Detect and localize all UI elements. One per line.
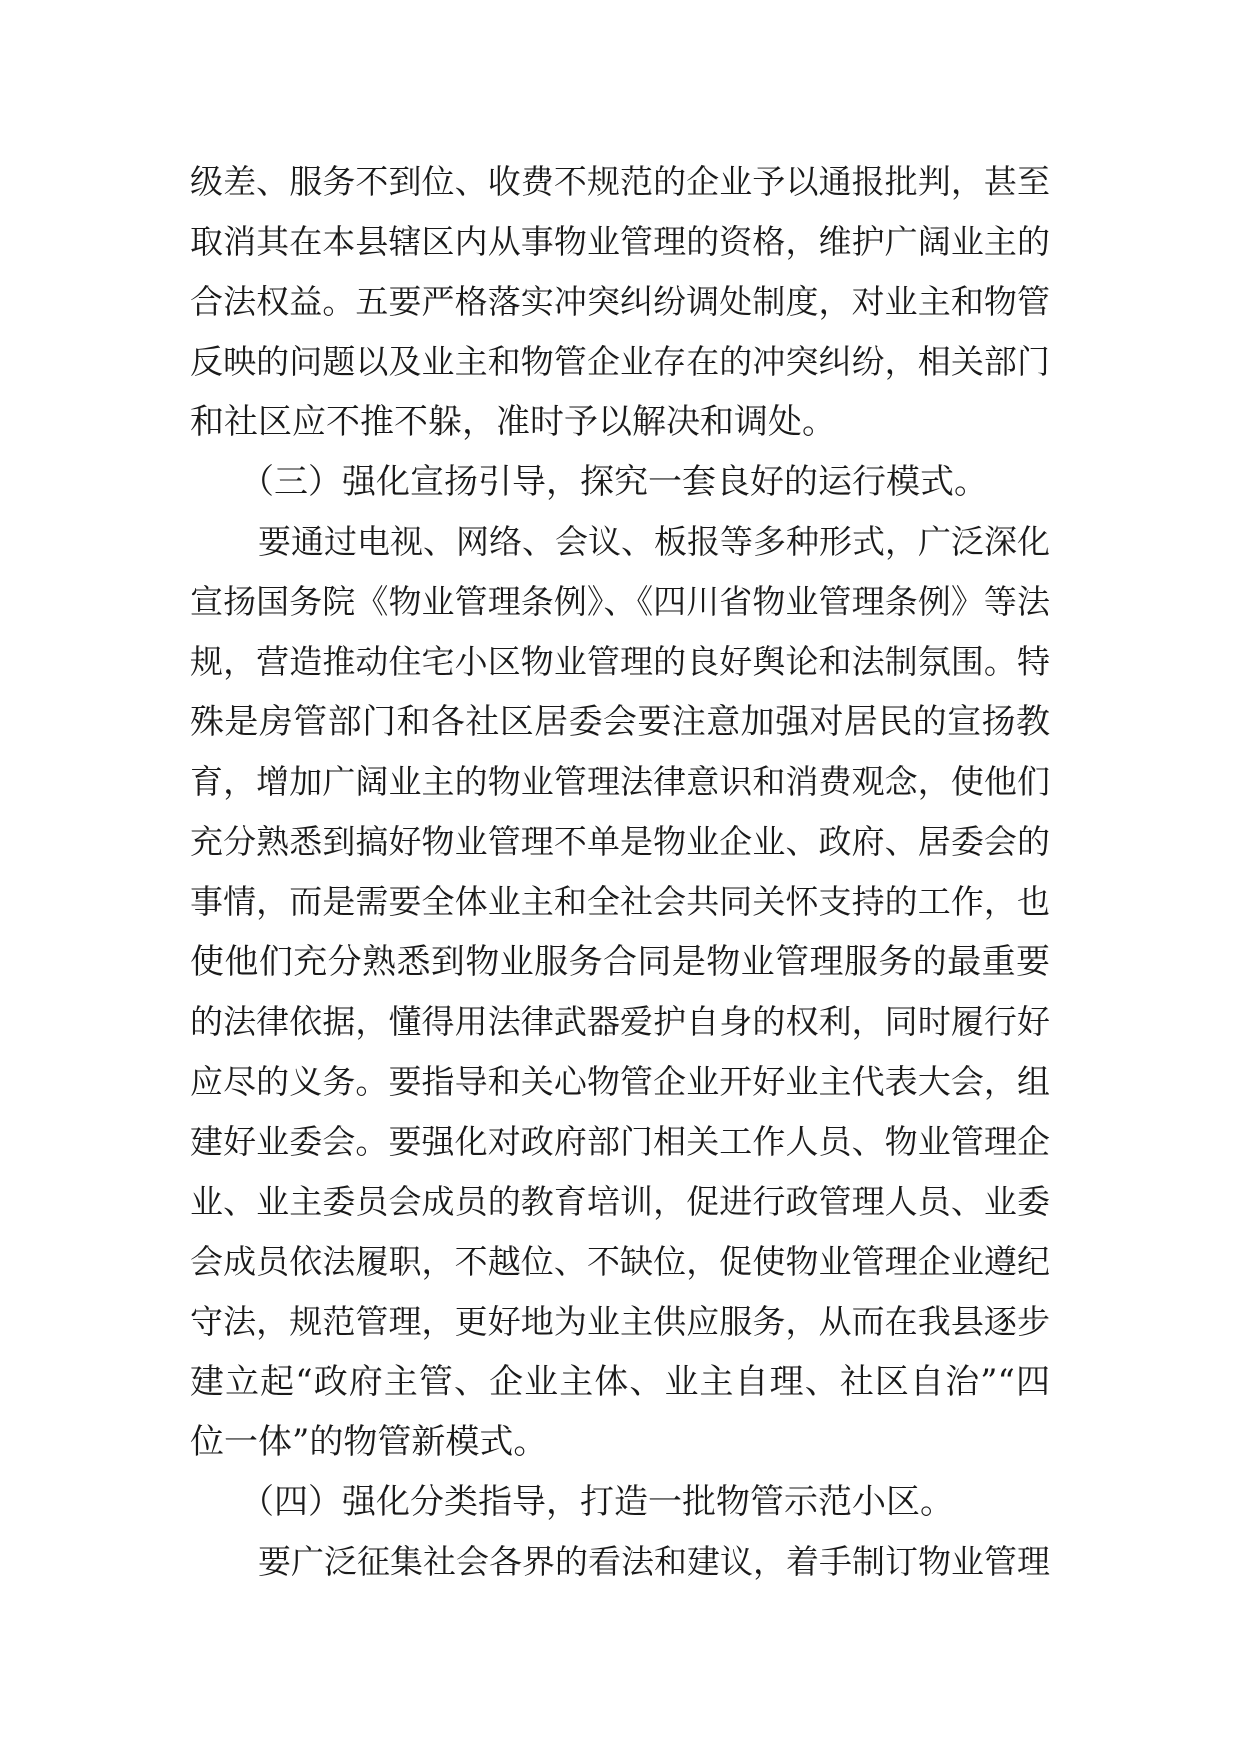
paragraph-line: 育，增加广阔业主的物业管理法律意识和消费观念，使他们: [190, 762, 1050, 801]
paragraph-line: 合法权益。五要严格落实冲突纠纷调处制度，对业主和物管: [190, 282, 1050, 321]
paragraph-line: 殊是房管部门和各社区居委会要注意加强对居民的宣扬教: [190, 702, 1050, 742]
paragraph-line: 要通过电视、网络、会议、板报等多种形式，广泛深化: [258, 522, 1050, 561]
paragraph-line: 规，营造推动住宅小区物业管理的良好舆论和法制氛围。特: [190, 642, 1050, 681]
paragraph-line: 要广泛征集社会各界的看法和建议，着手制订物业管理: [258, 1542, 1050, 1581]
paragraph-line: 级差、服务不到位、收费不规范的企业予以通报批判，甚至: [190, 162, 1050, 201]
paragraph-line: 宣扬国务院《物业管理条例》、《四川省物业管理条例》等法: [190, 582, 1050, 621]
paragraph-line: 反映的问题以及业主和物管企业存在的冲突纠纷，相关部门: [190, 342, 1050, 381]
document-body: [190, 152, 1050, 1592]
paragraph-line: 建立起“政府主管、企业主体、业主自理、社区自治”“四: [190, 1362, 1050, 1402]
paragraph-line: 充分熟悉到搞好物业管理不单是物业企业、政府、居委会的: [190, 822, 1050, 861]
paragraph-line: 位一体”的物管新模式。: [190, 1422, 548, 1462]
paragraph-line: 使他们充分熟悉到物业服务合同是物业管理服务的最重要: [190, 942, 1050, 982]
section-heading-4: （四）强化分类指导，打造一批物管示范小区。: [240, 1482, 954, 1522]
paragraph-line: 业、业主委员会成员的教育培训，促进行政管理人员、业委: [190, 1182, 1050, 1221]
paragraph-line: 会成员依法履职，不越位、不缺位，促使物业管理企业遵纪: [190, 1242, 1050, 1281]
paragraph-line: 的法律依据，懂得用法律武器爱护自身的权利，同时履行好: [190, 1002, 1050, 1041]
section-heading-3: （三）强化宣扬引导，探究一套良好的运行模式。: [240, 462, 988, 502]
paragraph-line: 取消其在本县辖区内从事物业管理的资格，维护广阔业主的: [190, 222, 1050, 261]
paragraph-line: 事情，而是需要全体业主和全社会共同关怀支持的工作，也: [190, 882, 1050, 921]
paragraph-line: 应尽的义务。要指导和关心物管企业开好业主代表大会，组: [190, 1062, 1050, 1101]
paragraph-line: 守法，规范管理，更好地为业主供应服务，从而在我县逐步: [190, 1302, 1050, 1341]
paragraph-line: 建好业委会。要强化对政府部门相关工作人员、物业管理企: [190, 1122, 1050, 1161]
paragraph-line: 和社区应不推不躲，准时予以解决和调处。: [190, 402, 836, 442]
